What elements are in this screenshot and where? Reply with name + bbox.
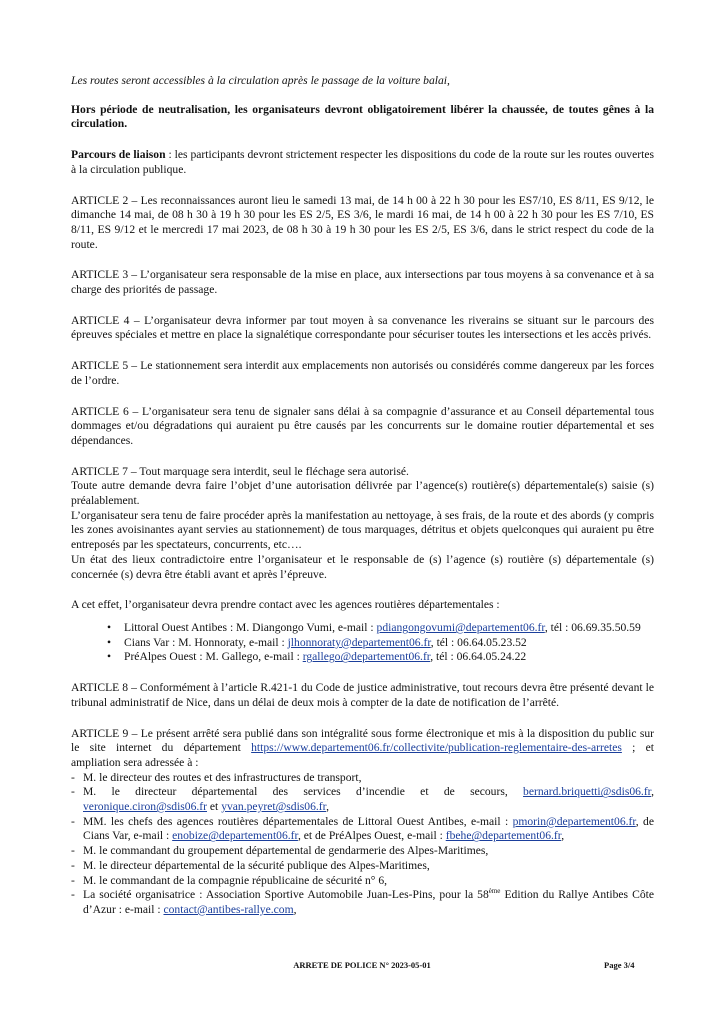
bullet-icon: • <box>107 620 112 634</box>
publication-url-link[interactable]: https://www.departement06.fr/collectivite/publication-reglementaire-des-arretes <box>251 741 622 755</box>
email-link[interactable]: bernard.briquetti@sdis06.fr <box>523 785 652 799</box>
bullet-icon: • <box>107 635 112 649</box>
article-3: ARTICLE 3 – L’organisateur sera responsable de la mise en place, aux intersections par tous moyens à sa convenance et à sa charge des priorités de passage. <box>71 268 654 297</box>
article-7-line-3: L’organisateur sera tenu de faire procéder après la manifestation au nettoyage, à ses frais, de la route et des abords (y compris les zones avoisinantes ayant servies au stationnement) de tous marquages, détritus et objets quelconques qui auraient pu être entreposés par les spectateurs, concurrents, etc…. <box>71 508 654 552</box>
recipient-text: M. le commandant du groupement départemental de gendarmerie des Alpes-Maritimes, <box>83 844 489 858</box>
recipient-list <box>71 771 654 918</box>
superscript: ème <box>488 887 501 896</box>
email-link[interactable]: jlhonnoraty@departement06.fr <box>287 635 431 649</box>
separator: , <box>651 785 654 799</box>
dash-icon: - <box>71 814 75 828</box>
parcours-paragraph <box>71 148 654 177</box>
dash-icon: - <box>71 858 75 872</box>
article-8: ARTICLE 8 – Conformément à l’article R.421-1 du Code de justice administrative, tout recours devra être présenté devant le tribunal administratif de Nice, dans un délai de deux mois à compter de la date de notification de l’arrêté. <box>71 681 654 709</box>
list-item <box>107 636 654 651</box>
email-link[interactable]: rgallego@departement06.fr <box>302 650 431 664</box>
article-7 <box>71 465 654 583</box>
list-item <box>71 771 654 786</box>
article-2: ARTICLE 2 – Les reconnaissances auront lieu le samedi 13 mai, de 14 h 00 à 22 h 30 pour les ES7/10, ES 8/11, ES 9/12, le dimanche 14 mai, de 08 h 30 à 19 h 30 pour les ES 2/5, ES 3/6, le mardi 16 mai, de 14 h 00 à 22 h 30 pour les ES 7/10, ES 8/11, ES 9/12 et le mercredi 17 mai 2023, de 08 h 30 à 19 h 30 pour les ES 2/5, ES 3/6, dans le strict respect du code de la route. <box>71 193 654 251</box>
article-5: ARTICLE 5 – Le stationnement sera interdit aux emplacements non autorisés ou considérés comme dangereux par les forces de l’ordre. <box>71 359 654 387</box>
dash-icon: - <box>71 785 75 799</box>
recipient-text: La société organisatrice : Association Sportive Automobile Juan-Les-Pins, pour la 58 <box>83 888 489 902</box>
list-item <box>71 815 654 844</box>
dash-icon: - <box>71 873 75 887</box>
agency-text: PréAlpes Ouest : M. Gallego, e-mail : <box>124 650 303 664</box>
email-link[interactable]: yvan.peyret@sdis06.fr <box>221 800 327 814</box>
article-7-line-2: Toute autre demande devra faire l’objet d’une autorisation délivrée par l’agence(s) routière(s) départementale(s) saisie (s) préalablement. <box>71 479 654 508</box>
recipient-text: M. le commandant de la compagnie républicaine de sécurité n° 6, <box>83 873 388 887</box>
list-item <box>107 621 654 636</box>
email-link[interactable]: pdiangongovumi@departement06.fr <box>376 620 545 634</box>
article-4: ARTICLE 4 – L’organisateur devra informer par tout moyen à sa convenance les riverains se situant sur le parcours des épreuves spéciales et mettre en place la signalétique correspondante pour sécuriser toutes les intersections et les accès privés. <box>71 313 654 342</box>
recipient-text: M. le directeur départemental des services d’incendie et de secours, <box>83 785 524 799</box>
page-body <box>71 74 654 918</box>
article-6: ARTICLE 6 – L’organisateur sera tenu de signaler sans délai à sa compagnie d’assurance et au Conseil départemental tous dommages et/ou dégradations qui auraient pu être causés par les concurrents sur le domaine routier départemental et ses dépendances. <box>71 404 654 447</box>
list-item <box>71 859 654 874</box>
agency-text: Cians Var : M. Honnoraty, e-mail : <box>124 635 288 649</box>
email-link[interactable]: fbehe@departement06.fr <box>445 829 562 843</box>
agency-phone: , tél : 06.64.05.23.52 <box>430 635 527 649</box>
article-9-after-url: ; et ampliation sera adressée à : <box>71 741 655 769</box>
recipient-text: M. le directeur départemental de la sécurité publique des Alpes-Maritimes, <box>83 858 430 872</box>
list-item <box>71 844 654 859</box>
separator: , <box>293 902 297 916</box>
list-item <box>71 874 654 889</box>
article-7-line-1: ARTICLE 7 – Tout marquage sera interdit, seul le fléchage sera autorisé. <box>71 464 409 478</box>
dash-icon: - <box>71 888 75 902</box>
agency-list <box>107 621 654 665</box>
dash-icon: - <box>71 844 75 858</box>
bullet-icon: • <box>107 650 112 664</box>
email-link[interactable]: enobize@departement06.fr <box>172 829 298 843</box>
email-link[interactable]: veronique.ciron@sdis06.fr <box>83 800 208 814</box>
article-9 <box>71 727 654 918</box>
page-number: Page 3/4 <box>604 960 635 970</box>
list-item <box>71 785 654 814</box>
recipient-text: , de Cians Var, e-mail : <box>83 814 654 843</box>
separator: , <box>561 829 565 843</box>
recipient-text: , et de PréAlpes Ouest, e-mail : <box>297 829 446 843</box>
separator: , <box>326 800 329 814</box>
agency-phone: , tél : 06.64.05.24.22 <box>430 650 527 664</box>
article-9-intro: ARTICLE 9 – Le présent arrêté sera publié dans son intégralité sous forme électronique et mis à la disposition du public sur le site internet du département <box>71 726 654 755</box>
separator: et <box>207 800 222 814</box>
contact-intro: A cet effet, l’organisateur devra prendre contact avec les agences routières départementales : <box>71 598 500 612</box>
recipient-text: MM. les chefs des agences routières départementales de Littoral Ouest Antibes, e-mail : <box>83 814 513 828</box>
email-link[interactable]: pmorin@departement06.fr <box>512 814 636 828</box>
footer-title: ARRETE DE POLICE N° 2023-05-01 <box>293 960 431 970</box>
bold-notice: Hors période de neutralisation, les organisateurs devront obligatoirement libérer la chaussée, de toutes gênes à la circulation. <box>71 102 654 131</box>
email-link[interactable]: contact@antibes-rallye.com <box>163 902 294 916</box>
agency-text: Littoral Ouest Antibes : M. Diangongo Vumi, e-mail : <box>124 620 377 634</box>
recipient-text: Edition du Rallye Antibes Côte d’Azur : e-mail : <box>83 888 654 916</box>
list-item <box>71 888 654 917</box>
list-item <box>107 650 654 665</box>
article-7-line-4: Un état des lieux contradictoire entre l’organisateur et le responsable de (s) l’agence (s) routière (s) départementale (s) concernée (s) devra être établi avant et après l’épreuve. <box>71 552 654 581</box>
dash-icon: - <box>71 770 75 784</box>
recipient-text: M. le directeur des routes et des infrastructures de transport, <box>83 770 362 784</box>
parcours-label: Parcours de liaison <box>71 148 166 162</box>
agency-phone: , tél : 06.69.35.50.59 <box>544 620 641 634</box>
parcours-text: : les participants devront strictement respecter les dispositions du code de la route sur les routes ouvertes à la circulation publique. <box>71 148 654 176</box>
intro-italic: Les routes seront accessibles à la circulation après le passage de la voiture balai, <box>71 74 450 87</box>
